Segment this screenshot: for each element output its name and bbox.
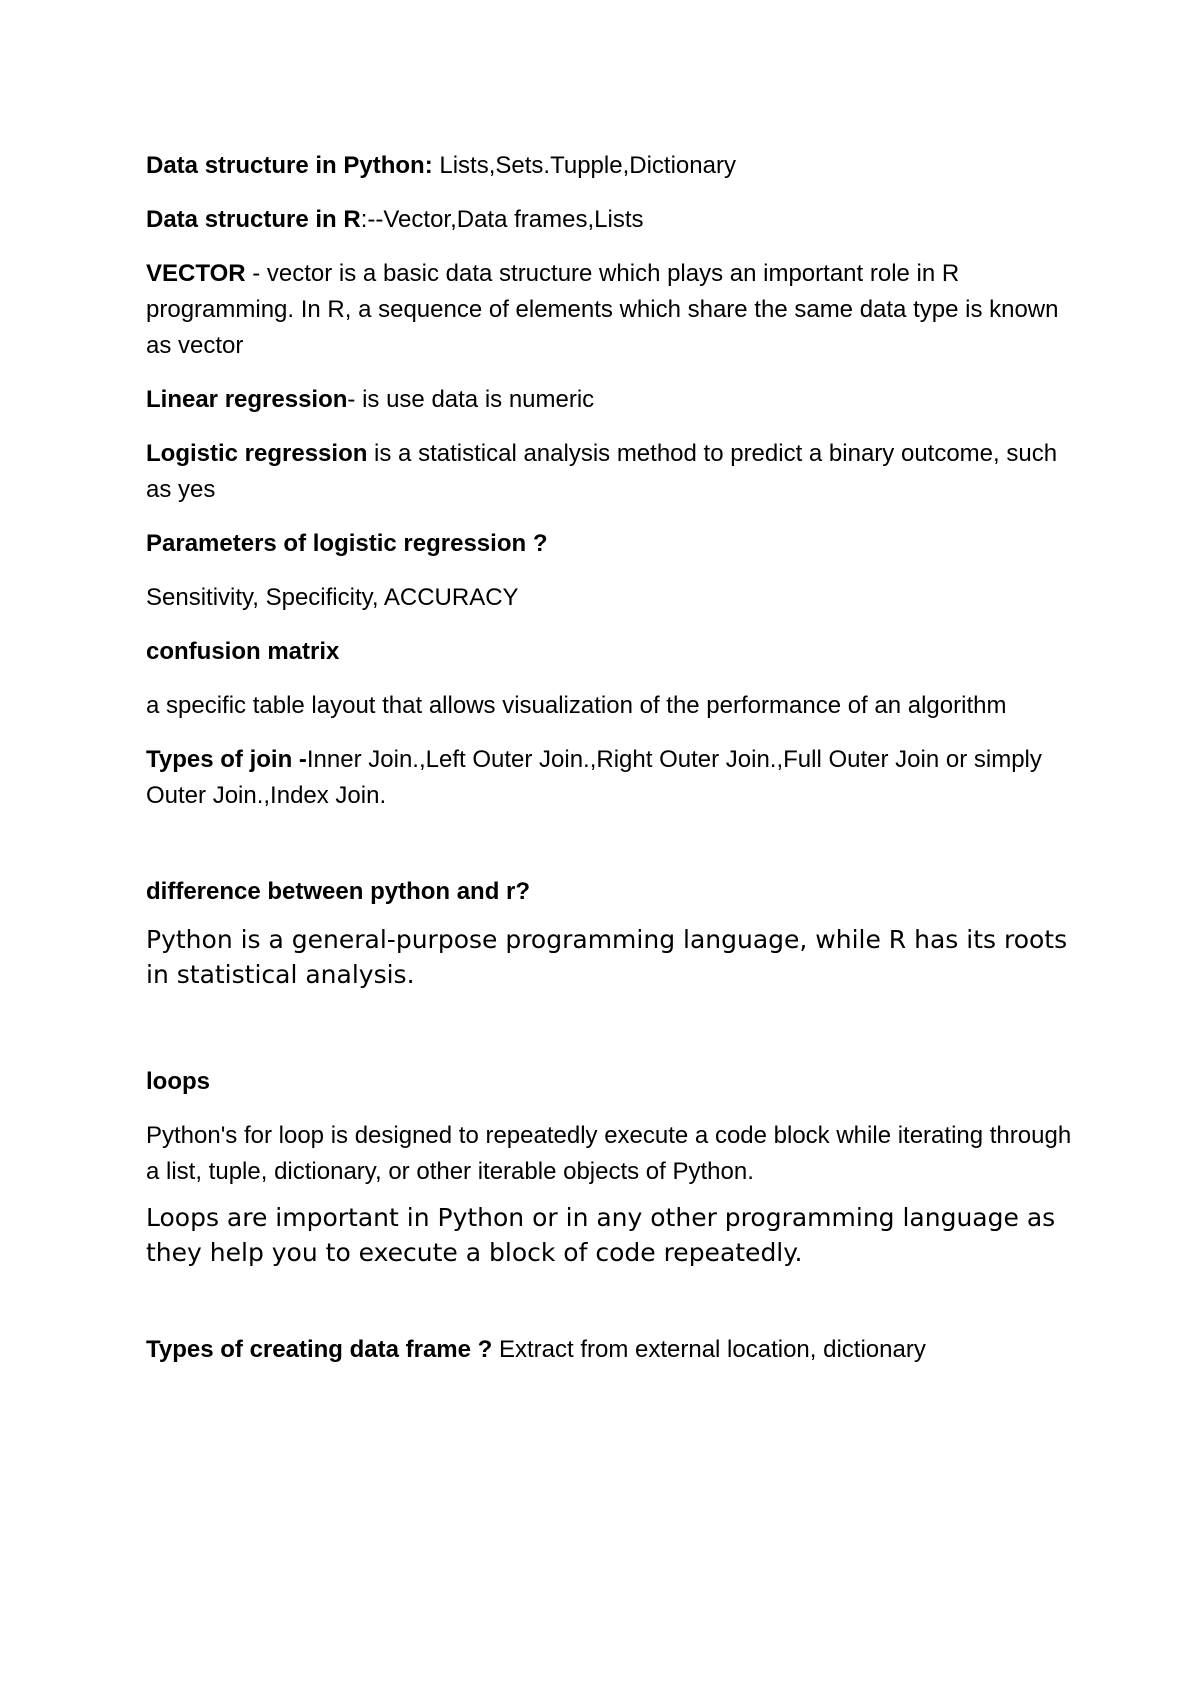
- r-data-structures-text: :--Vector,Data frames,Lists: [360, 206, 644, 233]
- logistic-regression-text: is a statistical analysis method to predict a binary outcome, such as yes: [146, 440, 1058, 503]
- vector-paragraph: [146, 256, 1076, 364]
- parameters-heading: Parameters of logistic regression ?: [146, 530, 548, 557]
- data-frame-text: Extract from external location, dictionary: [492, 1336, 926, 1363]
- confusion-matrix-text: a specific table layout that allows visualization of the performance of an algorithm: [146, 692, 1007, 719]
- parameters-text: Sensitivity, Specificity, ACCURACY: [146, 584, 519, 611]
- python-data-structures-line: [146, 148, 1076, 184]
- vector-label: VECTOR: [146, 260, 246, 287]
- document-body: [146, 148, 1076, 1368]
- types-of-join-label: Types of join -: [146, 746, 307, 773]
- r-data-structures-line: [146, 202, 1076, 238]
- r-data-structures-label: Data structure in R: [146, 206, 361, 233]
- loops-heading: loops: [146, 1068, 210, 1095]
- types-of-join-text: Inner Join.,Left Outer Join.,Right Outer Join.,Full Outer Join or simply Outer Join.,Index Join.: [146, 746, 1042, 809]
- data-frame-line: [146, 1332, 1076, 1368]
- loops-text-2: Loops are important in Python or in any other programming language as they help you to execute a block of code repeatedly.: [146, 1203, 1056, 1267]
- linear-regression-label: Linear regression: [146, 386, 348, 413]
- linear-regression-text: - is use data is numeric: [347, 386, 595, 413]
- logistic-regression-label: Logistic regression: [146, 440, 368, 467]
- data-frame-label: Types of creating data frame ?: [146, 1336, 493, 1363]
- python-vs-r-text: Python is a general-purpose programming language, while R has its roots in statistical analysis.: [146, 925, 1068, 989]
- vector-text: - vector is a basic data structure which plays an important role in R programming. In R, a sequence of elements which share the same data type is known as vector: [146, 260, 1059, 359]
- confusion-matrix-heading: confusion matrix: [146, 638, 340, 665]
- loops-text-1: Python's for loop is designed to repeatedly execute a code block while iterating through a list, tuple, dictionary, or other iterable objects of Python.: [146, 1122, 1072, 1185]
- python-data-structures-text: Lists,Sets.Tupple,Dictionary: [432, 152, 736, 179]
- logistic-regression-paragraph: [146, 436, 1076, 508]
- linear-regression-line: [146, 382, 1076, 418]
- python-data-structures-label: Data structure in Python:: [146, 152, 433, 179]
- types-of-join-paragraph: [146, 742, 1076, 814]
- python-vs-r-heading: difference between python and r?: [146, 878, 531, 905]
